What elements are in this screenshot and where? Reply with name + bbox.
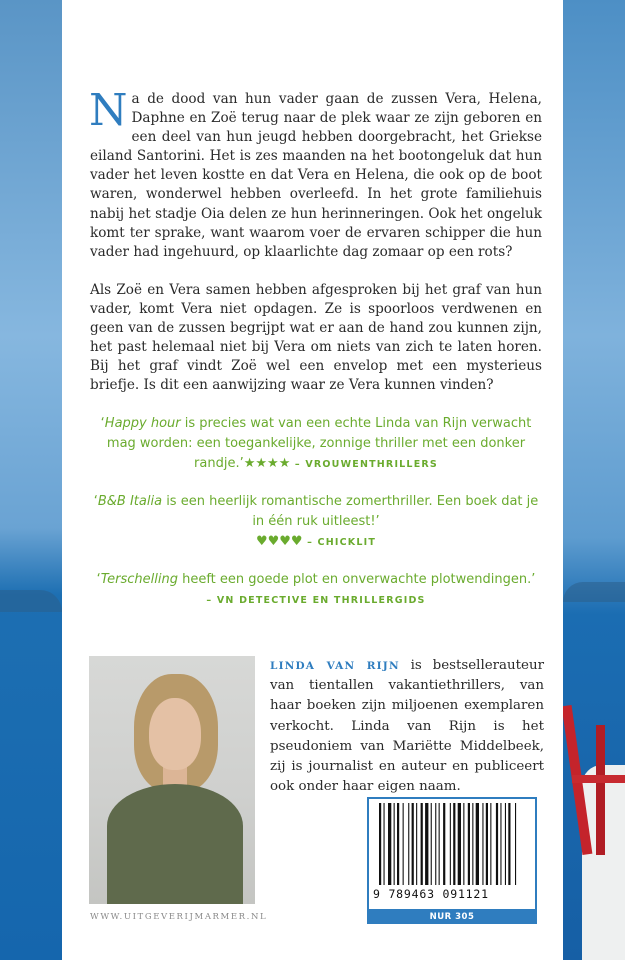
publisher-website: WWW.UITGEVERIJMARMER.NL (90, 912, 268, 922)
island-silhouette-left (0, 590, 62, 612)
rating-stars: ★★★★ (243, 456, 291, 471)
review-source: – VROUWENTHRILLERS (290, 459, 438, 470)
author-photo (89, 656, 255, 904)
sea-photo-left-edge (0, 0, 62, 960)
drop-cap: N (89, 85, 128, 136)
nur-label: NUR 305 (367, 911, 537, 924)
review-quotes (90, 414, 542, 628)
review-quote: ‘B&B Italia is een heerlijk romantische zomerthriller. Een boek dat je in één ruk uitleest!’ ♥♥♥♥ – CHICKLIT (93, 494, 539, 549)
red-chair-photo (572, 705, 625, 960)
isbn-barcode (367, 797, 537, 911)
back-cover-text-panel (62, 0, 563, 960)
synopsis-paragraph-1: Na de dood van hun vader gaan de zussen Vera, Helena, Daphne en Zoë terug naar de plek waar ze zijn geboren en een deel van hun jeugd hebben doorgebracht, het Griekse eiland Santorini. Het is zes maanden na het bootongeluk dat hun vader het leven kostte en dat Vera en Helena, die ook op de boot waren, wonderwel hebben overleefd. In het grote familiehuis nabij het stadje Oia delen ze hun herinneringen. Ook het ongeluk komt ter sprake, want waarom voer de ervaren schipper die hun vader had ingehuurd, op klaarlichte dag zomaar op een rots? (89, 85, 542, 260)
rating-hearts: ♥♥♥♥ (255, 534, 303, 549)
synopsis (89, 85, 542, 414)
synopsis-paragraph-2: Als Zoë en Vera samen hebben afgesproken bij het graf van hun vader, komt Vera niet opdagen. Ze is spoorloos verdwenen en geen van de zussen begrijpt wat er aan de hand zou kunnen zijn, het past helemaal niet bij Vera om niets van zich te laten horen. Bij het graf vindt Zoë wel een envelop met een mysterieus briefje. Is dit een aanwijzing waar ze Vera kunnen vinden? (90, 281, 542, 394)
review-quote: ‘Terschelling heeft een goede plot en onverwachte plotwendingen.’ – VN DETECTIVE EN THRILLERGIDS (96, 572, 536, 606)
review-source: – VN DETECTIVE EN THRILLERGIDS (206, 595, 426, 606)
island-silhouette-right (563, 582, 625, 602)
isbn-digits: 9 789463 091121 (373, 887, 489, 901)
author-name: LINDA VAN RIJN (270, 660, 400, 672)
review-quote: ‘Happy hour is precies wat van een echte Linda van Rijn verwacht mag worden: een toegankelijke, zonnige thriller met een donker randje.’★★★★ – VROUWENTHRILLERS (100, 416, 532, 471)
author-bio: LINDA VAN RIJN is bestsellerauteur van tientallen vakantiethrillers, van haar boeken zijn miljoenen exemplaren verkocht. Linda van Rijn is het pseudoniem van Mariëtte Middelbeek, zij is journalist en auteur en publiceert ook onder haar eigen naam. (270, 658, 544, 795)
review-source: – CHICKLIT (302, 537, 377, 548)
